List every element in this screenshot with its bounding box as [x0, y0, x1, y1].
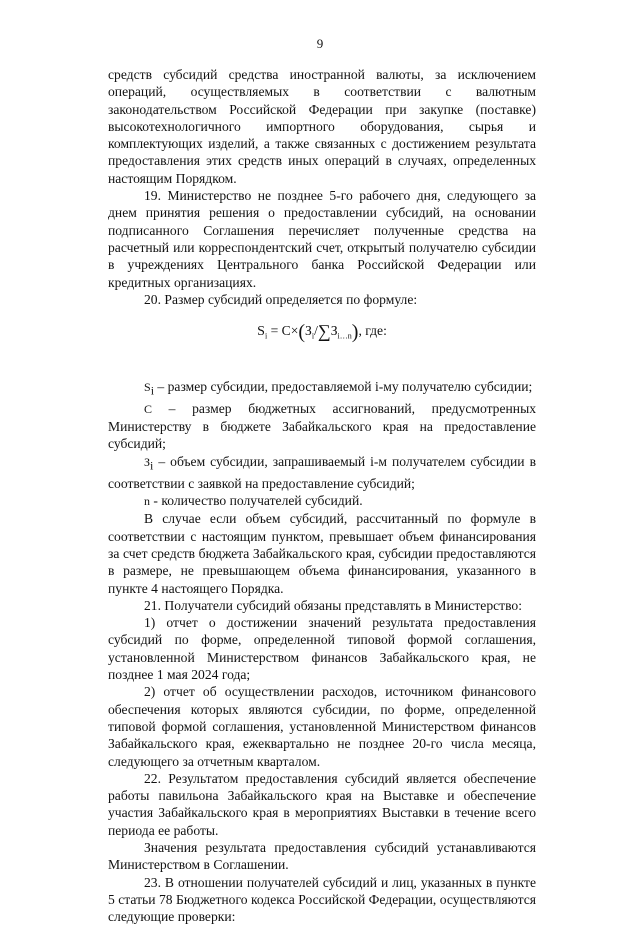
formula-tail: , где:: [358, 323, 387, 339]
paragraph: средств субсидий средства иностранной валюты, за исключением операций, осуществляемых в соответствии с валютным законодательством Российской Федерации при закупке (поставке) высокотехнологичного импортного оборудования, сырья и комплектующих изделий, а также связанных с достижением результата предоставления этих средств иных операций в случаях, определенных настоящим Порядком.: [108, 67, 536, 186]
paragraph: 1) отчет о достижении значений результата предоставления субсидий по форме, определенной типовой формой соглашения, установленной Министерством финансов Забайкальского края, не позднее 1 мая 2024 года;: [108, 615, 536, 683]
paragraph: 19. Министерство не позднее 5-го рабочего дня, следующего за днем принятия решения о предоставлении субсидий, на основании подписанного Соглашения перечисляет полученные средства на расчетный или корреспондентский счет, открытый получателю субсидии в учреждениях Центрального банка Российской Федерации или кредитных организациях.: [108, 188, 536, 290]
formula-sum-sub: i…n: [337, 331, 352, 341]
formula-z-sub: i: [311, 331, 315, 341]
definition-item: $З_i$ – объем субсидии, запрашиваемый i-м получателем субсидии в соответствии с заявкой на предоставление субсидий;: [108, 453, 536, 491]
formula-slash: /: [314, 323, 318, 339]
subsidy-formula: $S_i = C\times(З_i/\sum З_{i\dots n})$, где:: [257, 321, 387, 344]
definition-item: C – размер бюджетных ассигнований, предусмотренных Министерству в бюджете Забайкальского края на предоставление субсидий;: [108, 400, 536, 452]
formula-sum-z: З: [330, 323, 338, 339]
definition-item: n - количество получателей субсидий.: [144, 493, 363, 509]
page-number: 9: [316, 36, 324, 51]
paragraph: 21. Получатели субсидий обязаны представлять в Министерство:: [144, 597, 522, 613]
paragraph: В случае если объем субсидий, рассчитанный по формуле в соответствии с настоящим пунктом, превышает объем финансирования за счет средств бюджета Забайкальского края, субсидии предоставляются в размере, не превышающем объема финансирования, указанного в пункте 4 настоящего Порядка.: [108, 511, 536, 596]
formula-lhs: S: [257, 324, 265, 340]
definition-item: $S_i$ – размер субсидии, предоставляемой i-му получателю субсидии;: [144, 378, 533, 398]
paragraph: 23. В отношении получателей субсидий и лиц, указанных в пункте 5 статьи 78 Бюджетного кодекса Российской Федерации, осуществляются следующие проверки:: [108, 874, 536, 925]
paragraph: 2) отчет об осуществлении расходов, источником финансового обеспечения которых являются субсидии, по форме, определенной типовой формой соглашения, установленной Министерством финансов Забайкальского края, ежеквартально не позднее 20-го числа месяца, следующего за отчетным кварталом.: [108, 684, 536, 769]
formula-eq: = C×: [267, 323, 299, 339]
paragraph: 20. Размер субсидий определяется по формуле:: [144, 291, 418, 307]
paragraph: Значения результата предоставления субсидий устанавливаются Министерством в Соглашении.: [108, 840, 536, 873]
formula-z: З: [305, 323, 312, 339]
document-body: [108, 66, 536, 926]
sum-icon: ∑: [317, 321, 331, 342]
paragraph: 22. Результатом предоставления субсидий является обеспечение работы павильона Забайкальского края на Выставке и обеспечение участия Забайкальского края в мероприятиях Выставки в течение всего периода ее работы.: [108, 770, 536, 838]
formula-lhs-sub: i: [264, 331, 268, 341]
